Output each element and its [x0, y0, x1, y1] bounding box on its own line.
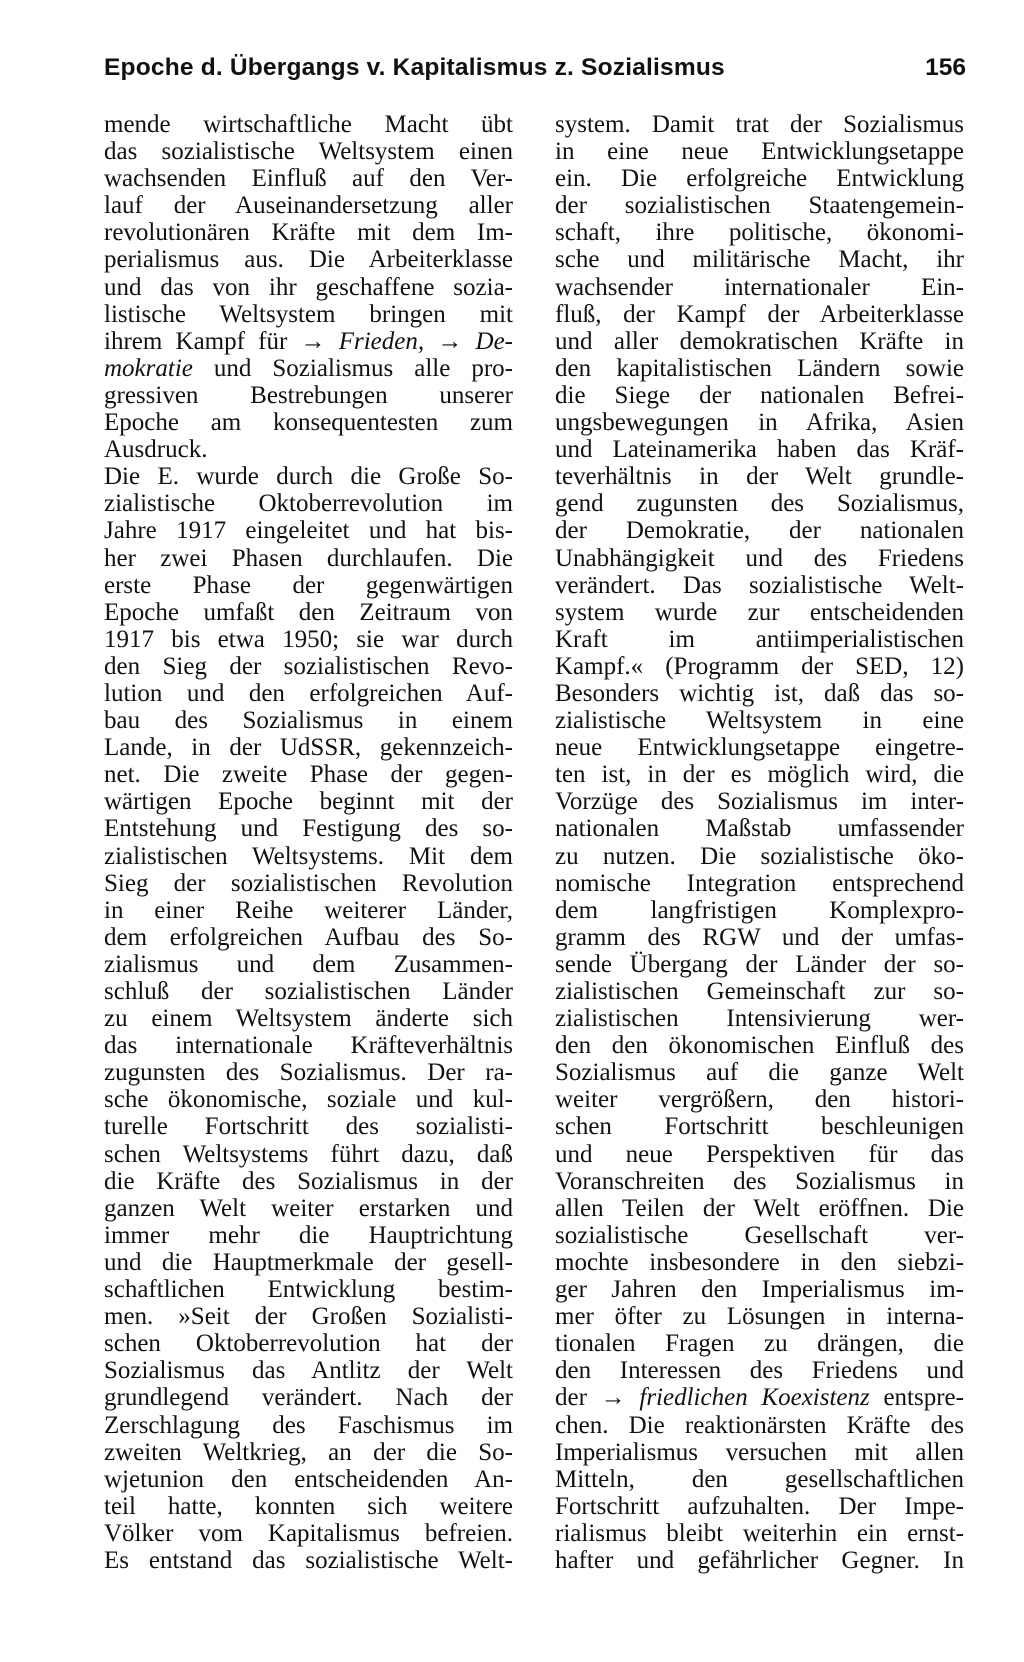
line-text: her zwei Phasen durchlaufen. Die [104, 544, 513, 572]
line-text: schaftlichen Entwicklung bestim- [104, 1276, 513, 1304]
line-text: sche und militärische Macht, ihr [555, 246, 964, 274]
text-line [104, 1168, 513, 1195]
line-text: ten ist, in der es möglich wird, die [555, 761, 964, 789]
line-text: in einer Reihe weiterer Länder, [104, 896, 513, 924]
text-line [104, 138, 513, 165]
text-line [555, 1195, 964, 1222]
line-text: zu nutzen. Die sozialistische öko- [555, 842, 964, 870]
line-text: gressiven Bestrebungen unserer [104, 381, 513, 409]
line-text: listische Weltsystem bringen mit [104, 300, 513, 328]
text-line [104, 815, 513, 842]
page-number: 156 [925, 54, 966, 81]
line-text: ganzen Welt weiter erstarken und [104, 1194, 513, 1222]
line-text: nationalen Maßstab umfassender [555, 815, 964, 843]
text-line [555, 1113, 964, 1140]
text-line [555, 1168, 964, 1195]
text-line [104, 1412, 513, 1439]
line-text: und aller demokratischen Kräfte in [555, 327, 964, 355]
text-line [555, 301, 964, 328]
text-line [555, 1276, 964, 1303]
line-text: und die Hauptmerkmale der gesell- [104, 1248, 513, 1276]
text-line [555, 192, 964, 219]
line-text: Vorzüge des Sozialismus im inter- [555, 788, 964, 816]
line-text: system. Damit trat der Sozialismus [555, 111, 964, 138]
text-line [555, 165, 964, 192]
line-text: zialistische Weltsystem in eine [555, 707, 964, 735]
line-text: den Sieg der sozialistischen Revo- [104, 652, 513, 680]
line-text: tionalen Fragen zu drängen, die [555, 1330, 964, 1358]
line-text: Kampf.« (Programm der SED, 12) [555, 652, 964, 680]
line-text: zialismus und dem Zusammen- [104, 950, 513, 978]
text-line [104, 545, 513, 572]
line-text: der Demokratie, der nationalen [555, 517, 964, 545]
line-text: und das von ihr geschaffene sozia- [104, 273, 513, 301]
text-line [555, 761, 964, 788]
line-text: mende wirtschaftliche Macht übt [104, 111, 513, 138]
line-text: teverhältnis in der Welt grundle- [555, 463, 964, 491]
text-line [555, 1303, 964, 1330]
text-line [555, 788, 964, 815]
text-line [555, 1222, 964, 1249]
line-text: die Siege der nationalen Befrei- [555, 381, 964, 409]
text-line [555, 111, 964, 138]
text-line [104, 1384, 513, 1411]
line-text: gend zugunsten des Sozialismus, [555, 490, 964, 518]
line-text: lution und den erfolgreichen Auf- [104, 679, 513, 707]
line-text: Epoche am konsequentesten zum [104, 409, 513, 437]
text-line [555, 599, 964, 626]
text-line [104, 897, 513, 924]
line-text: hafter und gefährlicher Gegner. In [555, 1546, 964, 1574]
line-text: Mitteln, den gesellschaftlichen [555, 1465, 964, 1493]
text-line [104, 463, 513, 490]
line-text: wachsenden Einfluß auf den Ver- [104, 165, 513, 193]
text-line [555, 1249, 964, 1276]
line-text: das internationale Kräfteverhältnis [104, 1032, 513, 1060]
line-text: das sozialistische Weltsystem einen [104, 138, 513, 166]
text-line [104, 1249, 513, 1276]
text-line [104, 924, 513, 951]
line-text: zweiten Weltkrieg, an der die So- [104, 1438, 513, 1466]
text-line [555, 436, 964, 463]
line-text: mer öfter zu Lösungen in interna- [555, 1303, 964, 1331]
text-line [104, 409, 513, 436]
line-text: schluß der sozialistischen Länder [104, 978, 513, 1005]
line-text: Lande, in der UdSSR, gekennzeich- [104, 734, 513, 762]
text-line [104, 599, 513, 626]
text-line [555, 463, 964, 490]
cross-reference: → friedlichen Koexistenz [600, 1384, 870, 1412]
line-text: Kraft im antiimperialistischen [555, 625, 964, 653]
line-text: Sozialismus auf die ganze Welt [555, 1059, 964, 1087]
line-text: system wurde zur entscheidenden [555, 598, 964, 626]
line-text: und Sozialismus alle pro- [192, 354, 513, 382]
text-line [104, 1032, 513, 1059]
line-text: zialistischen Weltsystems. Mit dem [104, 842, 513, 870]
line-text: chen. Die reaktionärsten Kräfte des [555, 1411, 964, 1439]
line-text: Voranschreiten des Sozialismus in [555, 1167, 964, 1195]
line-text: teil hatte, konnten sich weitere [104, 1492, 513, 1520]
cross-reference: mokratie [104, 354, 193, 382]
line-text: Fortschritt aufzuhalten. Der Impe- [555, 1492, 964, 1520]
header-title: Epoche d. Übergangs v. Kapitalismus z. Sozialismus [104, 54, 725, 81]
line-text: Völker vom Kapitalismus befreien. [104, 1519, 513, 1547]
line-text: ein. Die erfolgreiche Entwicklung [555, 165, 964, 193]
line-text: zugunsten des Sozialismus. Der ra- [104, 1059, 513, 1087]
line-text: Ausdruck. [104, 436, 208, 464]
text-line [104, 517, 513, 544]
text-line [104, 951, 513, 978]
line-text: zialistischen Gemeinschaft zur so- [555, 978, 964, 1005]
line-text: Entstehung und Festigung des so- [104, 815, 513, 843]
text-line [555, 274, 964, 301]
text-line [555, 219, 964, 246]
line-text: perialismus aus. Die Arbeiterklasse [104, 246, 513, 274]
text-line [555, 1466, 964, 1493]
line-text: ihrem Kampf für [104, 327, 301, 355]
text-line [104, 436, 513, 463]
text-line [555, 409, 964, 436]
line-text: sche ökonomische, soziale und kul- [104, 1086, 513, 1114]
line-text: zu einem Weltsystem änderte sich [104, 1005, 513, 1033]
text-line [104, 1276, 513, 1303]
text-line [555, 490, 964, 517]
text-line [555, 545, 964, 572]
text-line [104, 1547, 513, 1574]
line-text: und neue Perspektiven für das [555, 1140, 964, 1168]
line-text: wärtigen Epoche beginnt mit der [104, 788, 513, 816]
text-line [104, 1086, 513, 1113]
line-text: schen Weltsystems führt dazu, daß [104, 1140, 513, 1168]
line-text: schaft, ihre politische, ökonomi- [555, 219, 964, 247]
line-text: schen Oktoberrevolution hat der [104, 1330, 513, 1358]
text-column-left [104, 111, 513, 1574]
text-line [555, 328, 964, 355]
text-line [104, 1059, 513, 1086]
line-text: den kapitalistischen Ländern sowie [555, 354, 964, 382]
text-line [555, 517, 964, 544]
text-line [104, 192, 513, 219]
line-text: nomische Integration entsprechend [555, 869, 964, 897]
text-line [555, 1547, 964, 1574]
line-text: Imperialismus versuchen mit allen [555, 1438, 964, 1466]
cross-reference: → Frieden, → De- [300, 327, 513, 355]
text-line [555, 1005, 964, 1032]
line-text: sende Übergang der Länder der so- [555, 950, 964, 978]
line-text: Zerschlagung des Faschismus im [104, 1411, 513, 1439]
line-text: net. Die zweite Phase der gegen- [104, 761, 513, 789]
line-text: Die E. wurde durch die Große So- [104, 463, 513, 491]
line-text: Jahre 1917 eingeleitet und hat bis- [104, 517, 513, 545]
line-text: Besonders wichtig ist, daß das so- [555, 679, 964, 707]
line-text: schen Fortschritt beschleunigen [555, 1113, 964, 1141]
line-text: bau des Sozialismus in einem [104, 707, 513, 735]
line-text: verändert. Das sozialistische Welt- [555, 571, 964, 599]
line-text: zialistischen Intensivierung wer- [555, 1005, 964, 1033]
text-line [104, 219, 513, 246]
text-line [104, 301, 513, 328]
text-line [555, 1520, 964, 1547]
text-line [104, 788, 513, 815]
text-column-right [555, 111, 964, 1574]
text-line [555, 355, 964, 382]
text-line [104, 246, 513, 273]
text-line [104, 843, 513, 870]
line-text: ger Jahren den Imperialismus im- [555, 1276, 964, 1304]
text-line [104, 111, 513, 138]
line-text: Sozialismus das Antlitz der Welt [104, 1357, 513, 1385]
line-text: mochte insbesondere in den siebzi- [555, 1248, 964, 1276]
text-line [104, 1113, 513, 1140]
text-line [104, 1005, 513, 1032]
text-line [104, 165, 513, 192]
text-line [555, 246, 964, 273]
text-line [104, 1303, 513, 1330]
text-line [555, 1439, 964, 1466]
line-text: lauf der Auseinandersetzung aller [104, 192, 513, 220]
line-text: entspre- [869, 1384, 964, 1412]
line-text: wachsender internationaler Ein- [555, 273, 964, 301]
line-text: Es entstand das sozialistische Welt- [104, 1546, 513, 1574]
text-line [555, 897, 964, 924]
line-text: neue Entwicklungsetappe eingetre- [555, 734, 964, 762]
line-text: immer mehr die Hauptrichtung [104, 1221, 513, 1249]
text-line [104, 572, 513, 599]
line-text: ungsbewegungen in Afrika, Asien [555, 409, 964, 437]
line-text: weiter vergrößern, den histori- [555, 1086, 964, 1114]
text-line [555, 626, 964, 653]
line-text: Sieg der sozialistischen Revolution [104, 869, 513, 897]
text-line [555, 707, 964, 734]
text-line [555, 870, 964, 897]
line-text: die Kräfte des Sozialismus in der [104, 1167, 513, 1195]
line-text: 1917 bis etwa 1950; sie war durch [104, 625, 513, 653]
text-line [104, 274, 513, 301]
text-line [104, 382, 513, 409]
text-line [104, 653, 513, 680]
text-line [104, 734, 513, 761]
running-header [104, 54, 966, 94]
line-text: grundlegend verändert. Nach der [104, 1384, 513, 1412]
line-text: men. »Seit der Großen Sozialisti- [104, 1303, 513, 1331]
line-text: sozialistische Gesellschaft ver- [555, 1221, 964, 1249]
line-text: erste Phase der gegenwärtigen [104, 571, 513, 599]
text-line [104, 328, 513, 355]
text-line [555, 1357, 964, 1384]
line-text: wjetunion den entscheidenden An- [104, 1465, 513, 1493]
text-line [555, 734, 964, 761]
line-text: Unabhängigkeit und des Friedens [555, 544, 964, 572]
text-line [104, 1330, 513, 1357]
text-line [104, 490, 513, 517]
text-line [555, 572, 964, 599]
text-line [104, 1520, 513, 1547]
line-text: allen Teilen der Welt eröffnen. Die [555, 1194, 964, 1222]
text-line [104, 870, 513, 897]
text-line [104, 978, 513, 1005]
text-line [555, 1384, 964, 1411]
text-line [555, 951, 964, 978]
text-line [555, 138, 964, 165]
line-text: der sozialistischen Staatengemein- [555, 192, 964, 220]
line-text: rialismus bleibt weiterhin ein ernst- [555, 1519, 964, 1547]
line-text: fluß, der Kampf der Arbeiterklasse [555, 300, 964, 328]
text-line [104, 1439, 513, 1466]
line-text: gramm des RGW und der umfas- [555, 923, 964, 951]
text-line [555, 1086, 964, 1113]
line-text: in eine neue Entwicklungsetappe [555, 138, 964, 166]
text-line [555, 924, 964, 951]
line-text: turelle Fortschritt des sozialisti- [104, 1113, 513, 1141]
text-line [104, 1493, 513, 1520]
text-line [104, 1141, 513, 1168]
text-line [104, 355, 513, 382]
text-line [555, 1412, 964, 1439]
line-text: zialistische Oktoberrevolution im [104, 490, 513, 518]
text-line [104, 626, 513, 653]
text-line [555, 815, 964, 842]
text-line [555, 680, 964, 707]
line-text: und Lateinamerika haben das Kräf- [555, 436, 964, 464]
text-line [104, 1222, 513, 1249]
text-line [104, 1357, 513, 1384]
line-text: den den ökonomischen Einfluß des [555, 1032, 964, 1060]
text-line [104, 1466, 513, 1493]
text-line [104, 707, 513, 734]
text-line [555, 978, 964, 1005]
line-text: Epoche umfaßt den Zeitraum von [104, 598, 513, 626]
text-line [555, 1032, 964, 1059]
text-line [555, 382, 964, 409]
text-line [555, 1493, 964, 1520]
text-line [104, 761, 513, 788]
line-text: dem erfolgreichen Aufbau des So- [104, 923, 513, 951]
line-text: der [555, 1384, 601, 1412]
text-line [555, 653, 964, 680]
text-line [104, 680, 513, 707]
text-line [555, 1059, 964, 1086]
text-line [555, 843, 964, 870]
text-line [555, 1141, 964, 1168]
line-text: revolutionären Kräfte mit dem Im- [104, 219, 513, 247]
text-line [104, 1195, 513, 1222]
text-line [555, 1330, 964, 1357]
line-text: dem langfristigen Komplexpro- [555, 896, 964, 924]
line-text: den Interessen des Friedens und [555, 1357, 964, 1385]
